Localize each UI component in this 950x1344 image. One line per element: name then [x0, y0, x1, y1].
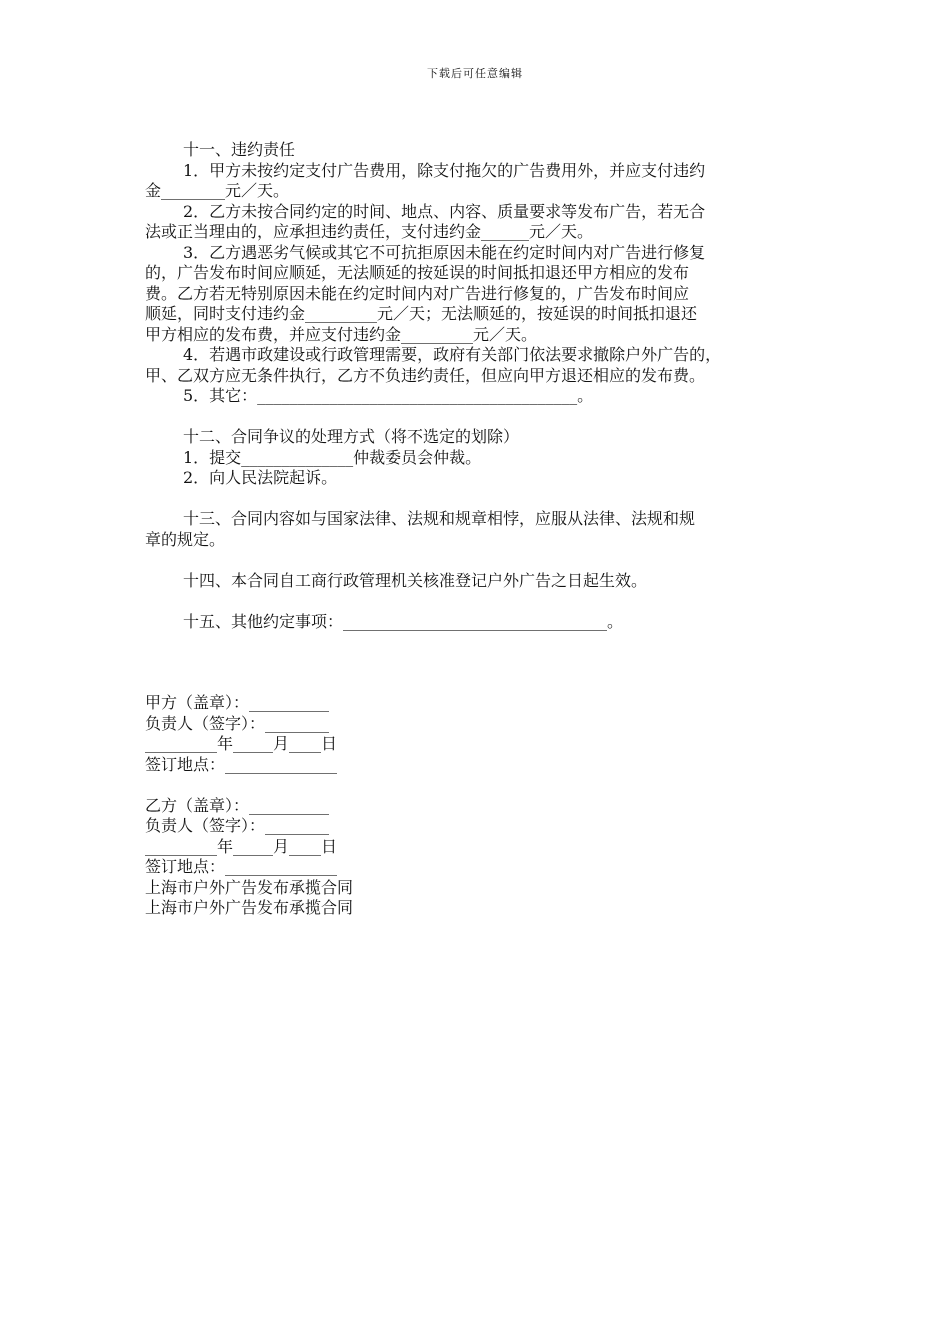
clause-11-2-line-1: 2．乙方未按合同约定的时间、地点、内容、质量要求等发布广告，若无合 — [183, 201, 706, 221]
section-14: 十四、本合同自工商行政管理机关核准登记户外广告之日起生效。 — [183, 570, 648, 590]
party-a-seal: 甲方（盖章）：__________ — [145, 693, 330, 712]
spacer — [145, 632, 810, 693]
clause-11-3-line-5: 甲方相应的发布费，并应支付违约金_________元／天。 — [145, 324, 538, 344]
clause-11-3-line-3: 费。乙方若无特别原因未能在约定时间内对广告进行修复的，广告发布时间应 — [145, 283, 690, 303]
party-b-date: _________年_____月____日 — [145, 836, 338, 856]
clause-11-3-line-4: 顺延，同时支付违约金_________元／天；无法顺延的，按延误的时间抵扣退还 — [145, 304, 698, 323]
clause-11-3-line-1: 3．乙方遇恶劣气候或其它不可抗拒原因未能在约定时间内对广告进行修复 — [183, 242, 706, 262]
clause-12-2: 2．向人民法院起诉。 — [183, 468, 338, 487]
spacer — [145, 489, 810, 510]
clause-11-3-line-2: 的，广告发布时间应顺延，无法顺延的按延误的时间抵扣退还甲方相应的发布 — [145, 263, 690, 282]
spacer — [145, 550, 810, 571]
party-b-seal: 乙方（盖章）：__________ — [145, 795, 330, 815]
party-a-date: _________年_____月____日 — [145, 734, 338, 753]
spacer — [145, 775, 810, 796]
party-b-signatory: 负责人（签字）：________ — [145, 816, 330, 835]
section-13-line-2: 章的规定。 — [145, 529, 226, 549]
party-b-place: 签订地点：______________ — [145, 857, 338, 876]
clause-11-1-line-2: 金________元／天。 — [145, 181, 290, 200]
document-body — [145, 140, 810, 919]
clause-11-5: 5．其它：________________________________________。 — [183, 386, 594, 405]
section-15: 十五、其他约定事项：_________________________________。 — [183, 611, 624, 631]
party-a-signatory: 负责人（签字）：________ — [145, 713, 330, 733]
clause-11-1-line-1: 1．甲方未按约定支付广告费用，除支付拖欠的广告费用外，并应支付违约 — [183, 160, 706, 180]
contract-title-2: 上海市户外广告发布承揽合同 — [145, 898, 354, 917]
section-12-title: 十二、合同争议的处理方式（将不选定的划除） — [183, 427, 520, 446]
clause-12-1: 1．提交______________仲裁委员会仲裁。 — [183, 447, 482, 467]
clause-11-2-line-2: 法或正当理由的，应承担违约责任，支付违约金______元／天。 — [145, 222, 594, 241]
clause-11-4-line-1: 4．若遇市政建设或行政管理需要，政府有关部门依法要求撤除户外广告的， — [183, 345, 722, 364]
section-11-title: 十一、违约责任 — [183, 140, 296, 159]
spacer — [145, 407, 810, 428]
page-header: 下载后可任意编辑 — [427, 67, 523, 80]
spacer — [145, 591, 810, 612]
contract-title-1: 上海市户外广告发布承揽合同 — [145, 877, 354, 897]
party-a-place: 签订地点：______________ — [145, 754, 338, 774]
clause-11-4-line-2: 甲、乙双方应无条件执行，乙方不负违约责任，但应向甲方退还相应的发布费。 — [145, 365, 706, 385]
section-13-line-1: 十三、合同内容如与国家法律、法规和规章相悖，应服从法律、法规和规 — [183, 509, 696, 528]
